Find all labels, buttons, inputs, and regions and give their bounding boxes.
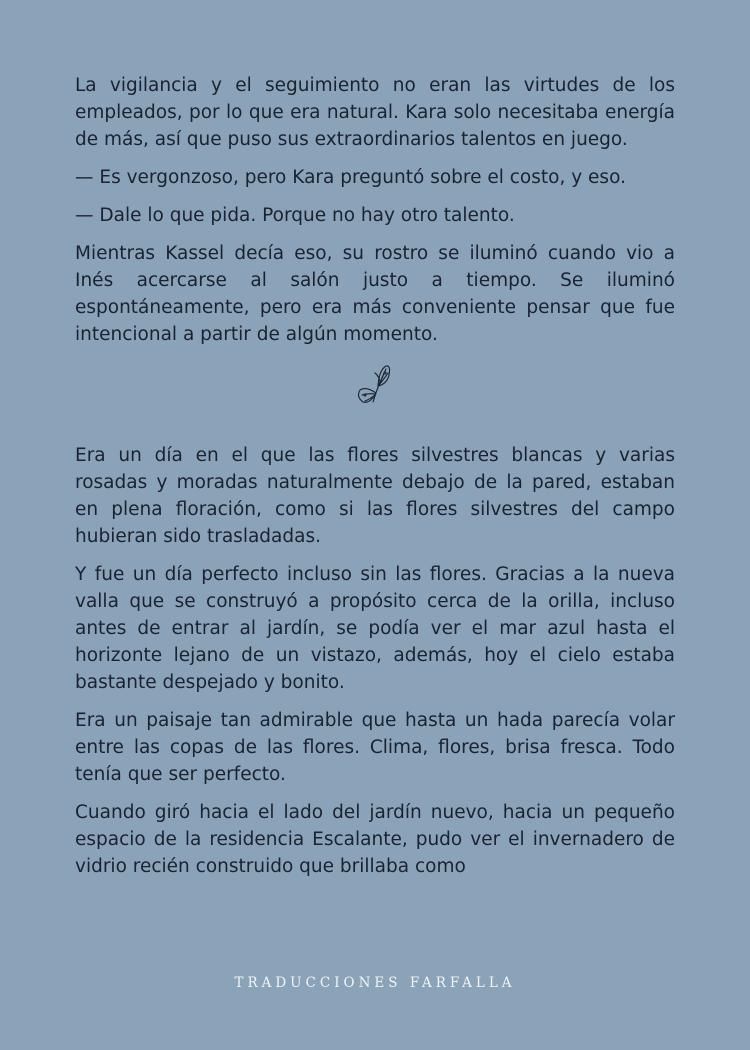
paragraph: Era un paisaje tan admirable que hasta un hada parecía volar entre las copas de las flores. Clima, flores, brisa fresca. Todo tenía que ser perfecto. — [75, 710, 675, 785]
paragraph: Era un día en el que las flores silvestres blancas y varias rosadas y moradas naturalmente debajo de la pared, estaban en plena floración, como si las flores silvestres del campo hubieran sido trasladadas. — [75, 445, 675, 547]
footer-credit: TRADUCCIONES FARFALLA — [234, 975, 516, 991]
dialogue-line: — Es vergonzoso, pero Kara preguntó sobre el costo, y eso. — [75, 167, 626, 188]
paragraph: La vigilancia y el seguimiento no eran las virtudes de los empleados, por lo que era natural. Kara solo necesitaba energía de más, así que puso sus extraordinarios talentos en juego. — [75, 75, 675, 150]
paragraph: Y fue un día perfecto incluso sin las flores. Gracias a la nueva valla que se construyó a propósito cerca de la orilla, incluso antes de entrar al jardín, se podía ver el mar azul hasta el horizonte lejano de un vistazo, además, hoy el cielo estaba bastante despejado y bonito. — [75, 564, 675, 693]
butterfly-icon — [353, 362, 397, 410]
paragraph: Cuando giró hacia el lado del jardín nuevo, hacia un pequeño espacio de la residencia Escalante, pudo ver el invernadero de vidrio recién construido que brillaba como — [75, 802, 675, 877]
dialogue-line: — Dale lo que pida. Porque no hay otro talento. — [75, 205, 515, 226]
paragraph: Mientras Kassel decía eso, su rostro se iluminó cuando vio a Inés acercarse al salón justo a tiempo. Se iluminó espontáneamente, pero era más conveniente pensar que fue intencional a partir de algún momento. — [75, 243, 675, 345]
section-divider — [75, 362, 675, 432]
page-body — [75, 72, 675, 891]
